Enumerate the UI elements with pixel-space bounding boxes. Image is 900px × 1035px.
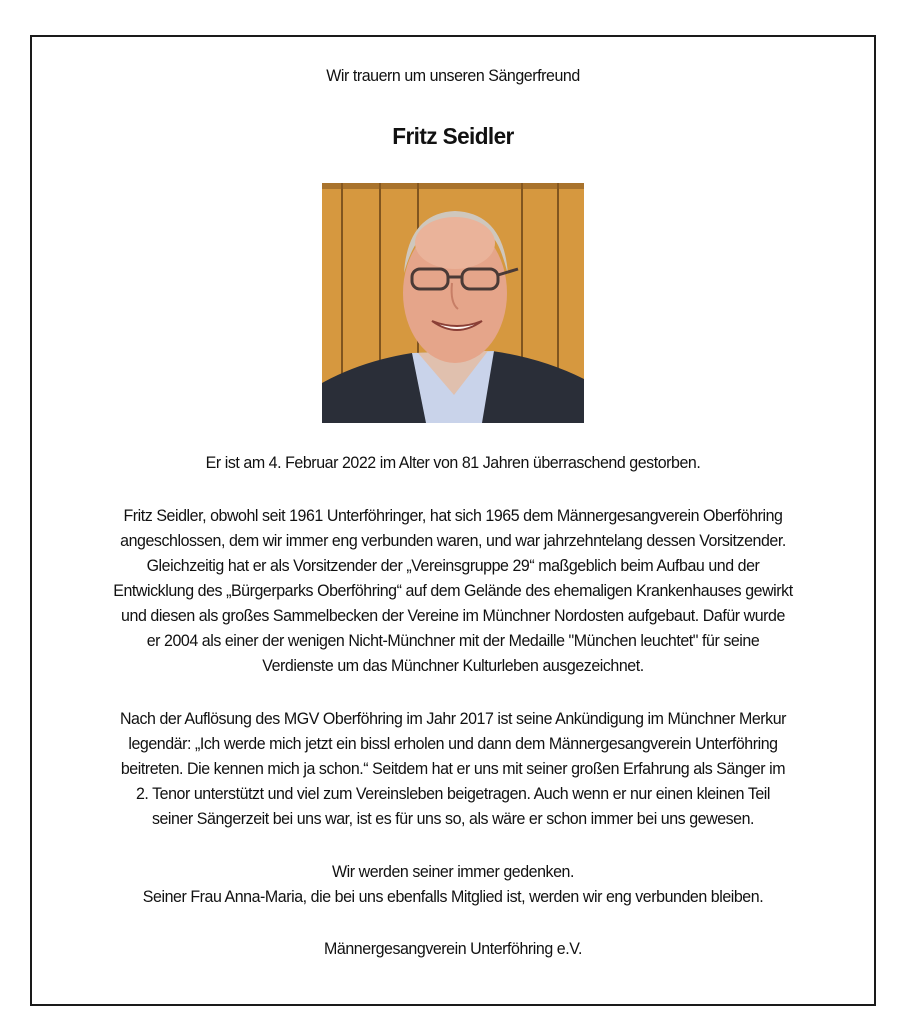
paragraph-line: beitreten. Die kennen mich ja schon.“ Seitdem hat er uns mit seiner großen Erfahrung als Sänger im: [120, 760, 786, 778]
deceased-name: Fritz Seidler: [392, 123, 514, 149]
portrait-photo: [322, 183, 584, 423]
paragraph-line: seiner Sängerzeit bei uns war, ist es für uns so, als wäre er schon immer bei uns gewesen.: [151, 810, 755, 828]
paragraph-line: Nach der Auflösung des MGV Oberföhring im Jahr 2017 ist seine Ankündigung im Münchner Merkur: [119, 710, 787, 728]
paragraph-line: Gleichzeitig hat er als Vorsitzender der „Vereinsgruppe 29“ maßgeblich beim Aufbau und der: [146, 557, 760, 575]
paragraph-line: angeschlossen, dem wir immer eng verbunden waren, und war jahrzehntelang dessen Vorsitzender.: [120, 532, 786, 550]
paragraph-line: Fritz Seidler, obwohl seit 1961 Unterföhringer, hat sich 1965 dem Männergesangverein Oberföhring: [123, 507, 783, 525]
signature: Männergesangverein Unterföhring e.V.: [324, 940, 582, 958]
closing-line: Wir werden seiner immer gedenken.: [332, 863, 574, 881]
paragraph-line: 2. Tenor unterstützt und viel zum Vereinsleben beigetragen. Auch wenn er nur einen kleinen Teil: [135, 785, 771, 803]
paragraph-line: Entwicklung des „Bürgerparks Oberföhring“ auf dem Gelände des ehemaligen Krankenhauses gewirkt: [113, 582, 793, 600]
closing-line: Seiner Frau Anna-Maria, die bei uns ebenfalls Mitglied ist, werden wir eng verbunden bleiben.: [142, 888, 764, 906]
paragraph-line: und diesen als großes Sammelbecken der Vereine im Münchner Nordosten aufgebaut. Dafür wurde: [121, 607, 785, 625]
paragraph-line: er 2004 als einer der wenigen Nicht-Münchner mit der Medaille "München leuchtet" für seine: [146, 632, 760, 650]
paragraph-line: Verdienste um das Münchner Kulturleben ausgezeichnet.: [262, 657, 644, 675]
portrait-image: [322, 183, 584, 423]
paragraph-line: legendär: „Ich werde mich jetzt ein bissl erholen und dann dem Männergesangverein Unterföhring: [128, 735, 778, 753]
intro-text: Wir trauern um unseren Sängerfreund: [326, 67, 580, 85]
death-notice: Er ist am 4. Februar 2022 im Alter von 81 Jahren überraschend gestorben.: [205, 454, 701, 472]
obituary-frame: [30, 35, 876, 1006]
